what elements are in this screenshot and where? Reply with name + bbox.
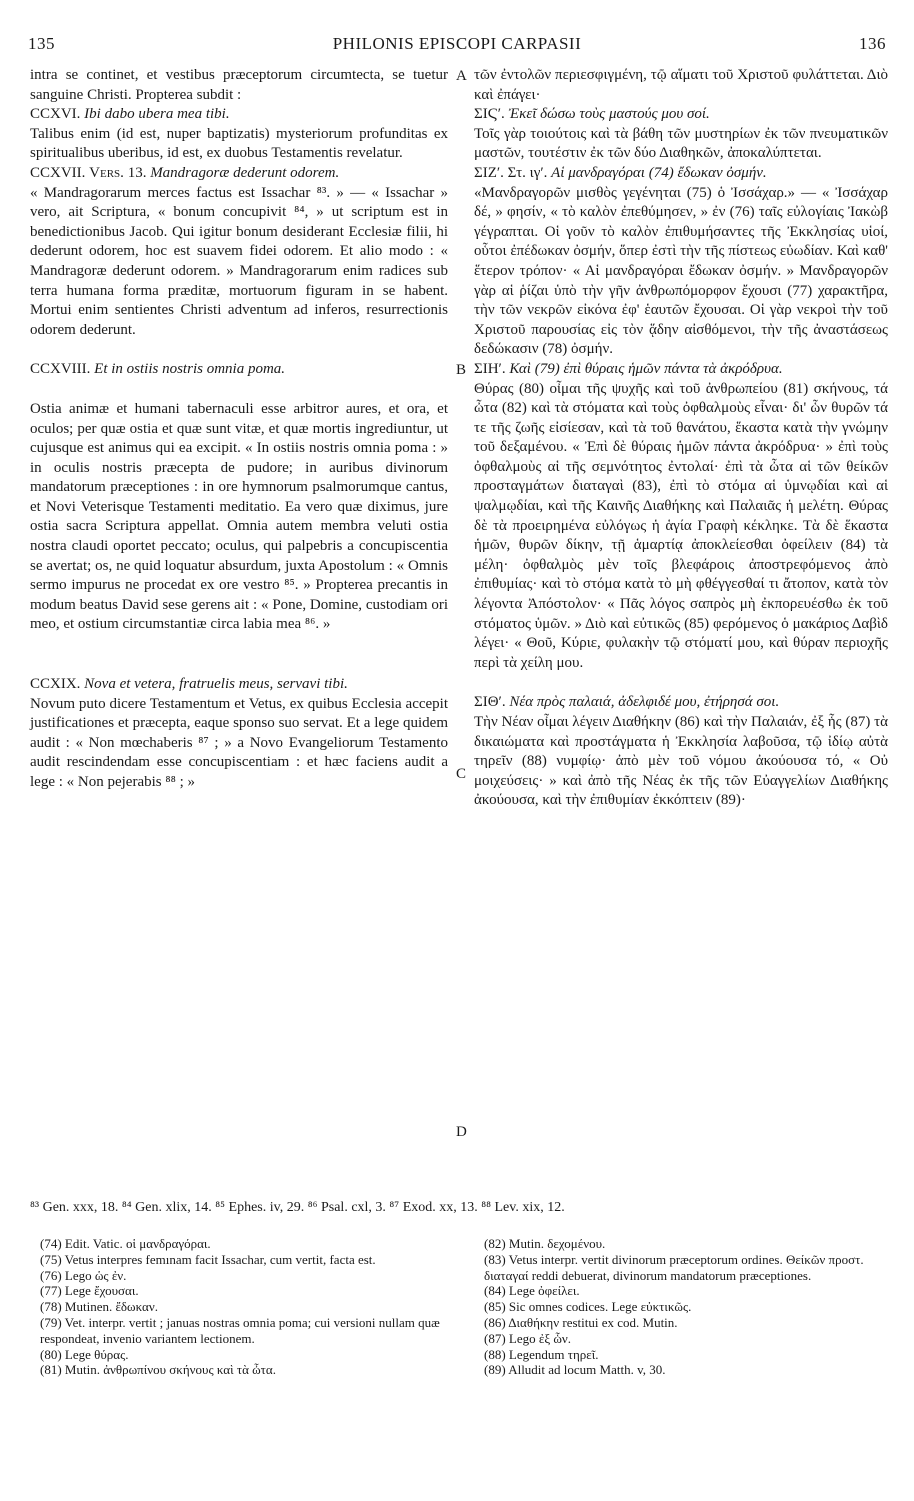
latin-paragraph: intra se continet, et vestibus præceptorum circumtecta, se tuetur sanguine Christi. Propterea subdit :	[30, 67, 448, 103]
footnote: (75) Vetus interpres femınam facit Issachar, cum vertit, facta est.	[40, 1251, 376, 1267]
footnote: (87) Lego ἐξ ὧν.	[484, 1330, 572, 1346]
footnote: (89) Alludit ad locum Matth. v, 30.	[484, 1362, 666, 1378]
footnote: (82) Mutin. δεχομένου.	[484, 1236, 606, 1251]
page-number-right: 136	[859, 34, 886, 53]
section-heading: ΣΙΘʹ. Νέα πρὸς παλαιά, ἀδελφιδέ μου, ἐτήρησά σοι.	[474, 694, 780, 711]
page-number-left: 135	[28, 34, 55, 53]
latin-paragraph: Novum puto dicere Testamentum et Vetus, ex quibus Ecclesia accepit justificationes et præcepta, eaque sponso suo servat. Et a lege quidem audit : « Non mœchaberis ⁸⁷ ; » a Novo Evangeliorum Testamento audit rescindendam esse concupiscentiam : et hæc faciens audit a lege : « Non pejerabis ⁸⁸ ; »	[30, 695, 448, 790]
section-heading: CCXVIII. Et in ostiis nostris omnia poma.	[30, 361, 286, 378]
running-title: PHILONIS EPISCOPI CARPASII	[332, 34, 582, 53]
footnote: (78) Mutinen. ἔδωκαν.	[40, 1299, 158, 1315]
margin-letter-c: C	[456, 766, 467, 782]
footnote: (76) Lego ὡς ἐν.	[40, 1267, 127, 1283]
greek-paragraph: Τὴν Νέαν οἶμαι λέγειν Διαθήκην (86) καὶ τὴν Παλαιάν, ἐξ ἧς (87) τὰ δικαιώματα καὶ προστάγματα ἡ Ἐκκλησία λαβοῦσα, τῷ ἰδίῳ αὐτὰ τηρεῖν (88) νυμφίῳ· ἀπὸ μὲν τοῦ νόμου ἀκούουσα τό, « Οὐ μοιχεύσεις· » καὶ ἀπὸ τῆς Νέας ἐκ τῆς τῶν Εὐαγγελίων Διαθήκης ἀκούουσα, καὶ τὴν ἐπιθυμίαν ἐκκόπτειν (89)·	[474, 714, 888, 809]
footnote: (83) Vetus interpr. vertit divinorum præceptorum ordines. Θείκῶν προστ. διαταγαί reddi debuerat, divinorum mandatorum præceptiones.	[484, 1251, 864, 1283]
footnote: (79) Vet. interpr. vertit ; januas nostras omnia poma; cui versioni nullam quæ respondeat, invenio variantem lectionem.	[40, 1314, 440, 1346]
latin-paragraph: Ostia animæ et humani tabernaculi esse arbitror aures, et ora, et oculos; per quæ ostia et quæ sunt vitæ, et quæ mortis ingrediuntur, ut cujusque est animus qui ea excipit. « In ostiis nostris omnia poma : » in oculis nostris præcepta de pudore; in auribus divinorum mandatorum præceptiones : in ore hymnorum psalmorumque cantus, et Novi Veterisque Testamenti meditatio. Ea vero quæ diximus, jure ostia sacra Scriptura appellat. Omnia autem membra veluti ostia nostra claudi oportet peccato; oculus, qui palpebris a concupiscentia se avertat; os, ne quid loquatur absurdum, juxta Apostolum : « Omnis sermo impurus ne procedat ex ore vestro ⁸⁵. » Propterea precantis in modum beatus David sese gerens ait : « Pone, Domine, custodiam ori meo, et ostium circumstantiæ circa labia mea ⁸⁶. »	[30, 400, 448, 633]
footnotes-right	[484, 1236, 884, 1378]
greek-column	[474, 66, 888, 811]
footnote: (85) Sic omnes codices. Lege εὐκτικῶς.	[484, 1299, 692, 1315]
running-header	[28, 34, 886, 58]
section-heading: ΣΙϚʹ. Ἐκεῖ δώσω τοὺς μαστούς μου σοί.	[474, 106, 710, 123]
margin-letter-b: B	[456, 362, 467, 378]
greek-paragraph: Θύρας (80) οἶμαι τῆς ψυχῆς καὶ τοῦ ἀνθρωπείου (81) σκήνους, τά ὦτα (82) καὶ τὰ στόματα καὶ τοὺς ὀφθαλμοὺς εἶναι· δι' ὧν θυρῶν τά τε τῆς ζωῆς εἰσίεσαν, καὶ τὰ τοῦ θανάτου, ἕκαστα κατὰ τὴν γνώμην τοῦ δεξαμένου. « Ἐπὶ δὲ θύραις ἡμῶν πάντα ἀκρόδρυα· » ἐπὶ τοὺς ὀφθαλμοὺς αἱ τῆς σεμνότητος ἐντολαί· ἐπὶ τὰ ὦτα αἱ τῶν θείκῶν προσταγμάτων διαταγαὶ (83), ἐπὶ τὸ στόμα αἱ ὑμνῳδίαι καὶ αἱ ψαλμῳδίαι, καὶ τῆς Καινῆς Διαθήκης καὶ Παλαιᾶς ἡ μελέτη. Θύρας δὲ τὰ προειρημένα εὐλόγως ἡ ἁγία Γραφὴ κέκληκε. Τὰ δὲ ἕκαστα ἡμῶν, θυρῶν δίκην, τῇ ἁμαρτίᾳ ἀποκλείεσθαι ὀφείλειν (84) τὰ μέλη· ὀφθαλμὸς μὲν τοῖς βλεφάροις ἀποστρεφόμενος ἀπὸ ἐπιθυμίας· καὶ τὸ στόμα κατὰ τὸ μὴ φθέγγεσθαί τι ἄτοπον, κατὰ τὸν λέγοντα Ἀπόστολον· « Πᾶς λόγος σαπρὸς μὴ ἐκπορευέσθω ἐκ τοῦ στόματος ὑμῶν. » Διὸ καὶ εὐτικῶς (85) φερόμενος ὁ μακάριος Δαβὶδ λέγει· « Θοῦ, Κύριε, φυλακὴν τῷ στόματί μου, καὶ θύραν περιοχῆς περὶ τὰ χείλη μου.	[474, 380, 888, 671]
footnote: (80) Lege θύρας.	[40, 1346, 129, 1362]
latin-paragraph: « Mandragorarum merces factus est Issachar ⁸³. » — « Issachar » vero, ait Scriptura, « bonum concupivit ⁸⁴, » ut scriptum est in benedictionibus Jacob. Qui igitur bonum desiderant Ecclesiæ filii, hi dederunt odorem, hoc est suavem fidei odorem. Et alio modo : « Mandragoræ dederunt odorem. » Mandragorarum enim radices sub terra humana forma præditæ, mortuorum figuram in se habent. Mortui enim sentientes Christi adventum ad inferos, resurrectionis odorem dederunt.	[30, 184, 448, 338]
latin-column	[30, 66, 448, 793]
section-heading: CCXIX. Nova et vetera, fratruelis meus, servavi tibi.	[30, 676, 348, 693]
greek-paragraph: Τοῖς γὰρ τοιούτοις καὶ τὰ βάθη τῶν μυστηρίων ἐκ τῶν πνευματικῶν μαστῶν, τουτέστιν ἐκ τῶν δύο Διαθηκῶν, ἀποκαλύπτεται.	[474, 125, 888, 162]
footnote: (81) Mutin. ἀνθρωπίνου σκήνους καὶ τὰ ὦτα.	[40, 1362, 276, 1378]
margin-letter-a: A	[456, 68, 467, 84]
latin-paragraph: Talibus enim (id est, nuper baptizatis) mysteriorum profunditas ex spiritualibus uberibus, id est, ex duobus Testamentis revelatur.	[30, 125, 448, 162]
section-heading: ΣΙΖʹ. Στ. ιγʹ. Αἱ μανδραγόραι (74) ἔδωκαν ὀσμήν.	[474, 164, 767, 181]
footnote: (77) Lege ἔχουσαι.	[40, 1283, 139, 1299]
footnote: (74) Edit. Vatic. οἱ μανδραγόραι.	[40, 1236, 211, 1251]
footnote: (84) Lege ὀφείλει.	[484, 1283, 580, 1299]
greek-paragraph: «Μανδραγορῶν μισθὸς γεγένηται (75) ὁ Ἰσσάχαρ.» — « Ἰσσάχαρ δέ, » φησίν, « τὸ καλὸν ἐπεθύμησεν, » ἐν (76) ταῖς εὐλογίαις Ἰακὼβ γέγραπται. Οἱ γοῦν τὸ καλὸν ἐπιθυμήσαντες τῆς Ἐκκλησίας υἱοί, οὗτοι ἐπέδωκαν ὀσμήν, ὅπερ ἐστὶ τὴν τῆς πίστεως εὐωδίαν. Καὶ καθ' ἕτερον τρόπον· « Αἱ μανδραγόραι ἔδωκαν ὀσμήν. » Μανδραγορῶν γὰρ αἱ ῥίζαι ὑπὸ τὴν γῆν ἀνθρωπόμορφον ἔχουσι (77) χαρακτῆρα, τὴν τῶν νεκρῶν εἰκόνα ἐφ' ἑαυτῶν ἔχουσαι. Οἱ γὰρ νεκροὶ τὴν τοῦ Χριστοῦ παρουσίας εἰς τὸν ᾅδην αἰσθόμενοι, τὴν τῆς ἀναστάσεως δεδώκασιν (78) ὀσμήν.	[474, 184, 888, 358]
footnotes-left	[40, 1236, 450, 1378]
footnote: (86) Διαθήκην restitui ex cod. Mutin.	[484, 1314, 678, 1330]
section-heading: ΣΙΗʹ. Καὶ (79) ἐπὶ θύραις ἡμῶν πάντα τὰ ἀκρόδρυα.	[474, 360, 783, 377]
footnote: (88) Legendum τηρεῖ.	[484, 1346, 599, 1362]
section-heading: CCXVII. Vers. 13. Mandragoræ dederunt odorem.	[30, 164, 340, 181]
margin-letter-d: D	[456, 1124, 467, 1140]
greek-paragraph: τῶν ἐντολῶν περιεσφιγμένη, τῷ αἵματι τοῦ Χριστοῦ φυλάττεται. Διὸ καὶ ἐπάγει·	[474, 67, 888, 103]
section-heading: CCXVI. Ibi dabo ubera mea tibi.	[30, 106, 230, 123]
scripture-references: ⁸³ Gen. xxx, 18. ⁸⁴ Gen. xlix, 14. ⁸⁵ Ephes. iv, 29. ⁸⁶ Psal. cxl, 3. ⁸⁷ Exod. xx, 13. ⁸⁸ Lev. xix, 12.	[30, 1200, 565, 1215]
